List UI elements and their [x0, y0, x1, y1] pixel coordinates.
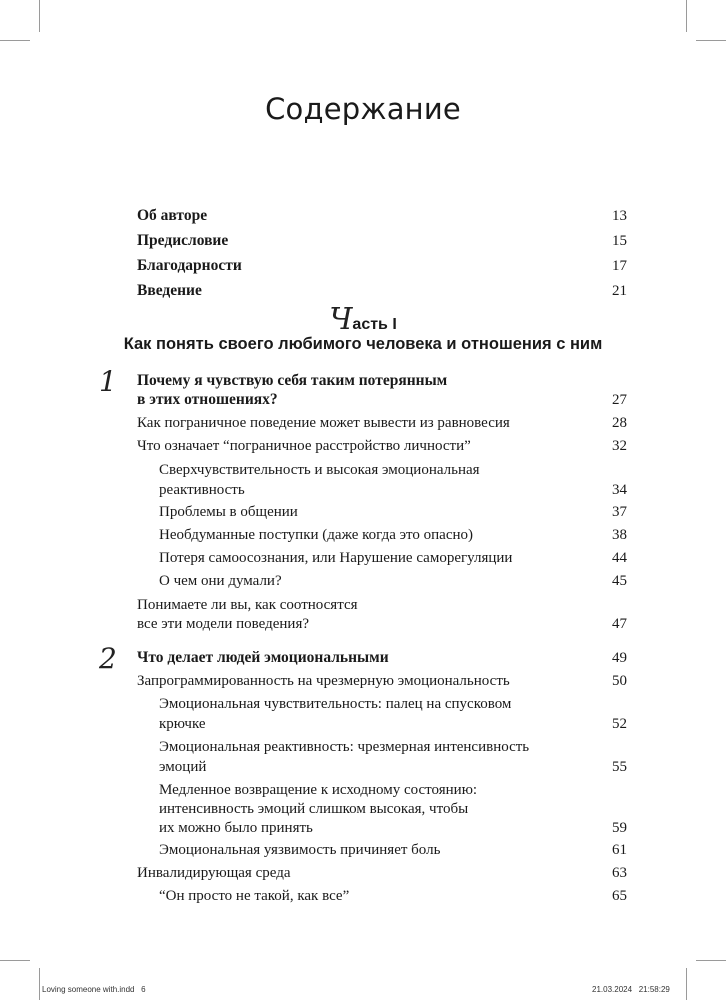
toc-entry-title: Как пограничное поведение может вывести из равновесия: [137, 415, 510, 431]
toc-entry-title: реактивность: [159, 482, 245, 498]
toc-entry-introduction[interactable]: [0, 280, 726, 302]
toc-subentry[interactable]: [0, 547, 726, 569]
print-slug-timestamp: 21.03.2024 21:58:29: [592, 985, 670, 994]
toc-entry-about-author[interactable]: [0, 205, 726, 227]
toc-entry-page: 61: [612, 842, 627, 858]
toc-entry-title: крючке: [159, 716, 206, 732]
toc-entry-title: их можно было принять: [159, 820, 313, 836]
toc-entry-title: Эмоциональная уязвимость причиняет боль: [159, 842, 441, 858]
toc-entry-title: в этих отношениях?: [137, 391, 278, 408]
toc-entry-page: 15: [612, 233, 627, 249]
toc-entry-page: 32: [612, 438, 627, 454]
toc-entry-page: 63: [612, 865, 627, 881]
toc-entry-title: Инвалидирующая среда: [137, 865, 291, 881]
toc-subentry[interactable]: [0, 839, 726, 861]
toc-entry-title: Введение: [137, 282, 202, 299]
toc-entry-page: 34: [612, 482, 627, 498]
toc-entry-preface[interactable]: [0, 230, 726, 252]
chapter-number: 2: [99, 642, 117, 675]
toc-entry-page: 59: [612, 820, 627, 836]
toc-entry-title: Проблемы в общении: [159, 504, 298, 520]
toc-chapter-1-title-cont[interactable]: [0, 389, 726, 411]
toc-entry-page: 27: [612, 392, 627, 408]
toc-chapter-2-title[interactable]: [0, 647, 726, 669]
toc-entry-cont[interactable]: [0, 613, 726, 635]
toc-entry-page: 28: [612, 415, 627, 431]
toc-entry-page: 37: [612, 504, 627, 520]
toc-entry-title: “Он просто не такой, как все”: [159, 888, 350, 904]
toc-subentry[interactable]: [0, 693, 726, 715]
toc-entry-title: Почему я чувствую себя таким потерянным: [137, 372, 448, 389]
toc-entry-page: 17: [612, 258, 627, 274]
toc-entry-title: Что означает “пограничное расстройство личности”: [137, 438, 471, 454]
part-heading: [0, 302, 726, 337]
page-title: Содержание: [265, 92, 461, 126]
part-label: асть I: [352, 316, 397, 333]
toc-entry-title: Необдуманные поступки (даже когда это опасно): [159, 527, 474, 543]
toc-entry-page: 45: [612, 573, 627, 589]
toc-entry-title: Медленное возвращение к исходному состоянию:: [159, 782, 478, 798]
chapter-number: 1: [99, 365, 117, 398]
toc-entry-page: 21: [612, 283, 627, 299]
toc-subentry[interactable]: [0, 524, 726, 546]
toc-entry-title: Эмоциональная реактивность: чрезмерная интенсивность: [159, 739, 530, 755]
toc-entry-title: эмоций: [159, 759, 207, 775]
toc-entry-page: 49: [612, 650, 627, 666]
print-slug-filename: Loving someone with.indd 6: [42, 985, 146, 994]
toc-entry-title: О чем они думали?: [159, 573, 282, 589]
toc-entry-title: Благодарности: [137, 257, 242, 274]
toc-entry-page: 50: [612, 673, 627, 689]
toc-entry-page: 13: [612, 208, 627, 224]
part-subtitle: Как понять своего любимого человека и отношения с ним: [123, 335, 603, 353]
toc-entry-title: Потеря самоосознания, или Нарушение саморегуляции: [159, 550, 513, 566]
toc-subentry[interactable]: [0, 570, 726, 592]
toc-entry-title: интенсивность эмоций слишком высокая, чтобы: [159, 801, 469, 817]
toc-entry-title: Что делает людей эмоциональными: [137, 649, 389, 666]
toc-entry[interactable]: [0, 670, 726, 692]
toc-entry-title: Понимаете ли вы, как соотносятся: [137, 597, 358, 613]
toc-subentry-cont[interactable]: [0, 817, 726, 839]
toc-entry[interactable]: [0, 435, 726, 457]
toc-entry-page: 47: [612, 616, 627, 632]
toc-entry-title: Эмоциональная чувствительность: палец на спусковом: [159, 696, 512, 712]
toc-entry-page: 55: [612, 759, 627, 775]
toc-entry-title: Об авторе: [137, 207, 208, 224]
toc-subentry-cont[interactable]: [0, 713, 726, 735]
toc-entry-page: 65: [612, 888, 627, 904]
toc-subentry[interactable]: [0, 501, 726, 523]
toc-entry-title: Сверхчувствительность и высокая эмоциональная: [159, 462, 480, 478]
toc-entry-page: 38: [612, 527, 627, 543]
toc-entry-title: все эти модели поведения?: [137, 616, 310, 632]
toc-entry[interactable]: [0, 862, 726, 884]
toc-entry-title: Запрограммированность на чрезмерную эмоциональность: [137, 673, 510, 689]
toc-entry-acknowledgements[interactable]: [0, 255, 726, 277]
toc-subentry[interactable]: [0, 885, 726, 907]
part-initial-letter: Ч: [329, 302, 353, 337]
toc-entry-page: 52: [612, 716, 627, 732]
toc-entry-title: Предисловие: [137, 232, 229, 249]
toc-entry[interactable]: [0, 412, 726, 434]
toc-entry-page: 44: [612, 550, 627, 566]
toc-subentry-cont[interactable]: [0, 479, 726, 501]
toc-subentry-cont[interactable]: [0, 756, 726, 778]
toc-subentry[interactable]: [0, 459, 726, 481]
toc-subentry[interactable]: [0, 736, 726, 758]
